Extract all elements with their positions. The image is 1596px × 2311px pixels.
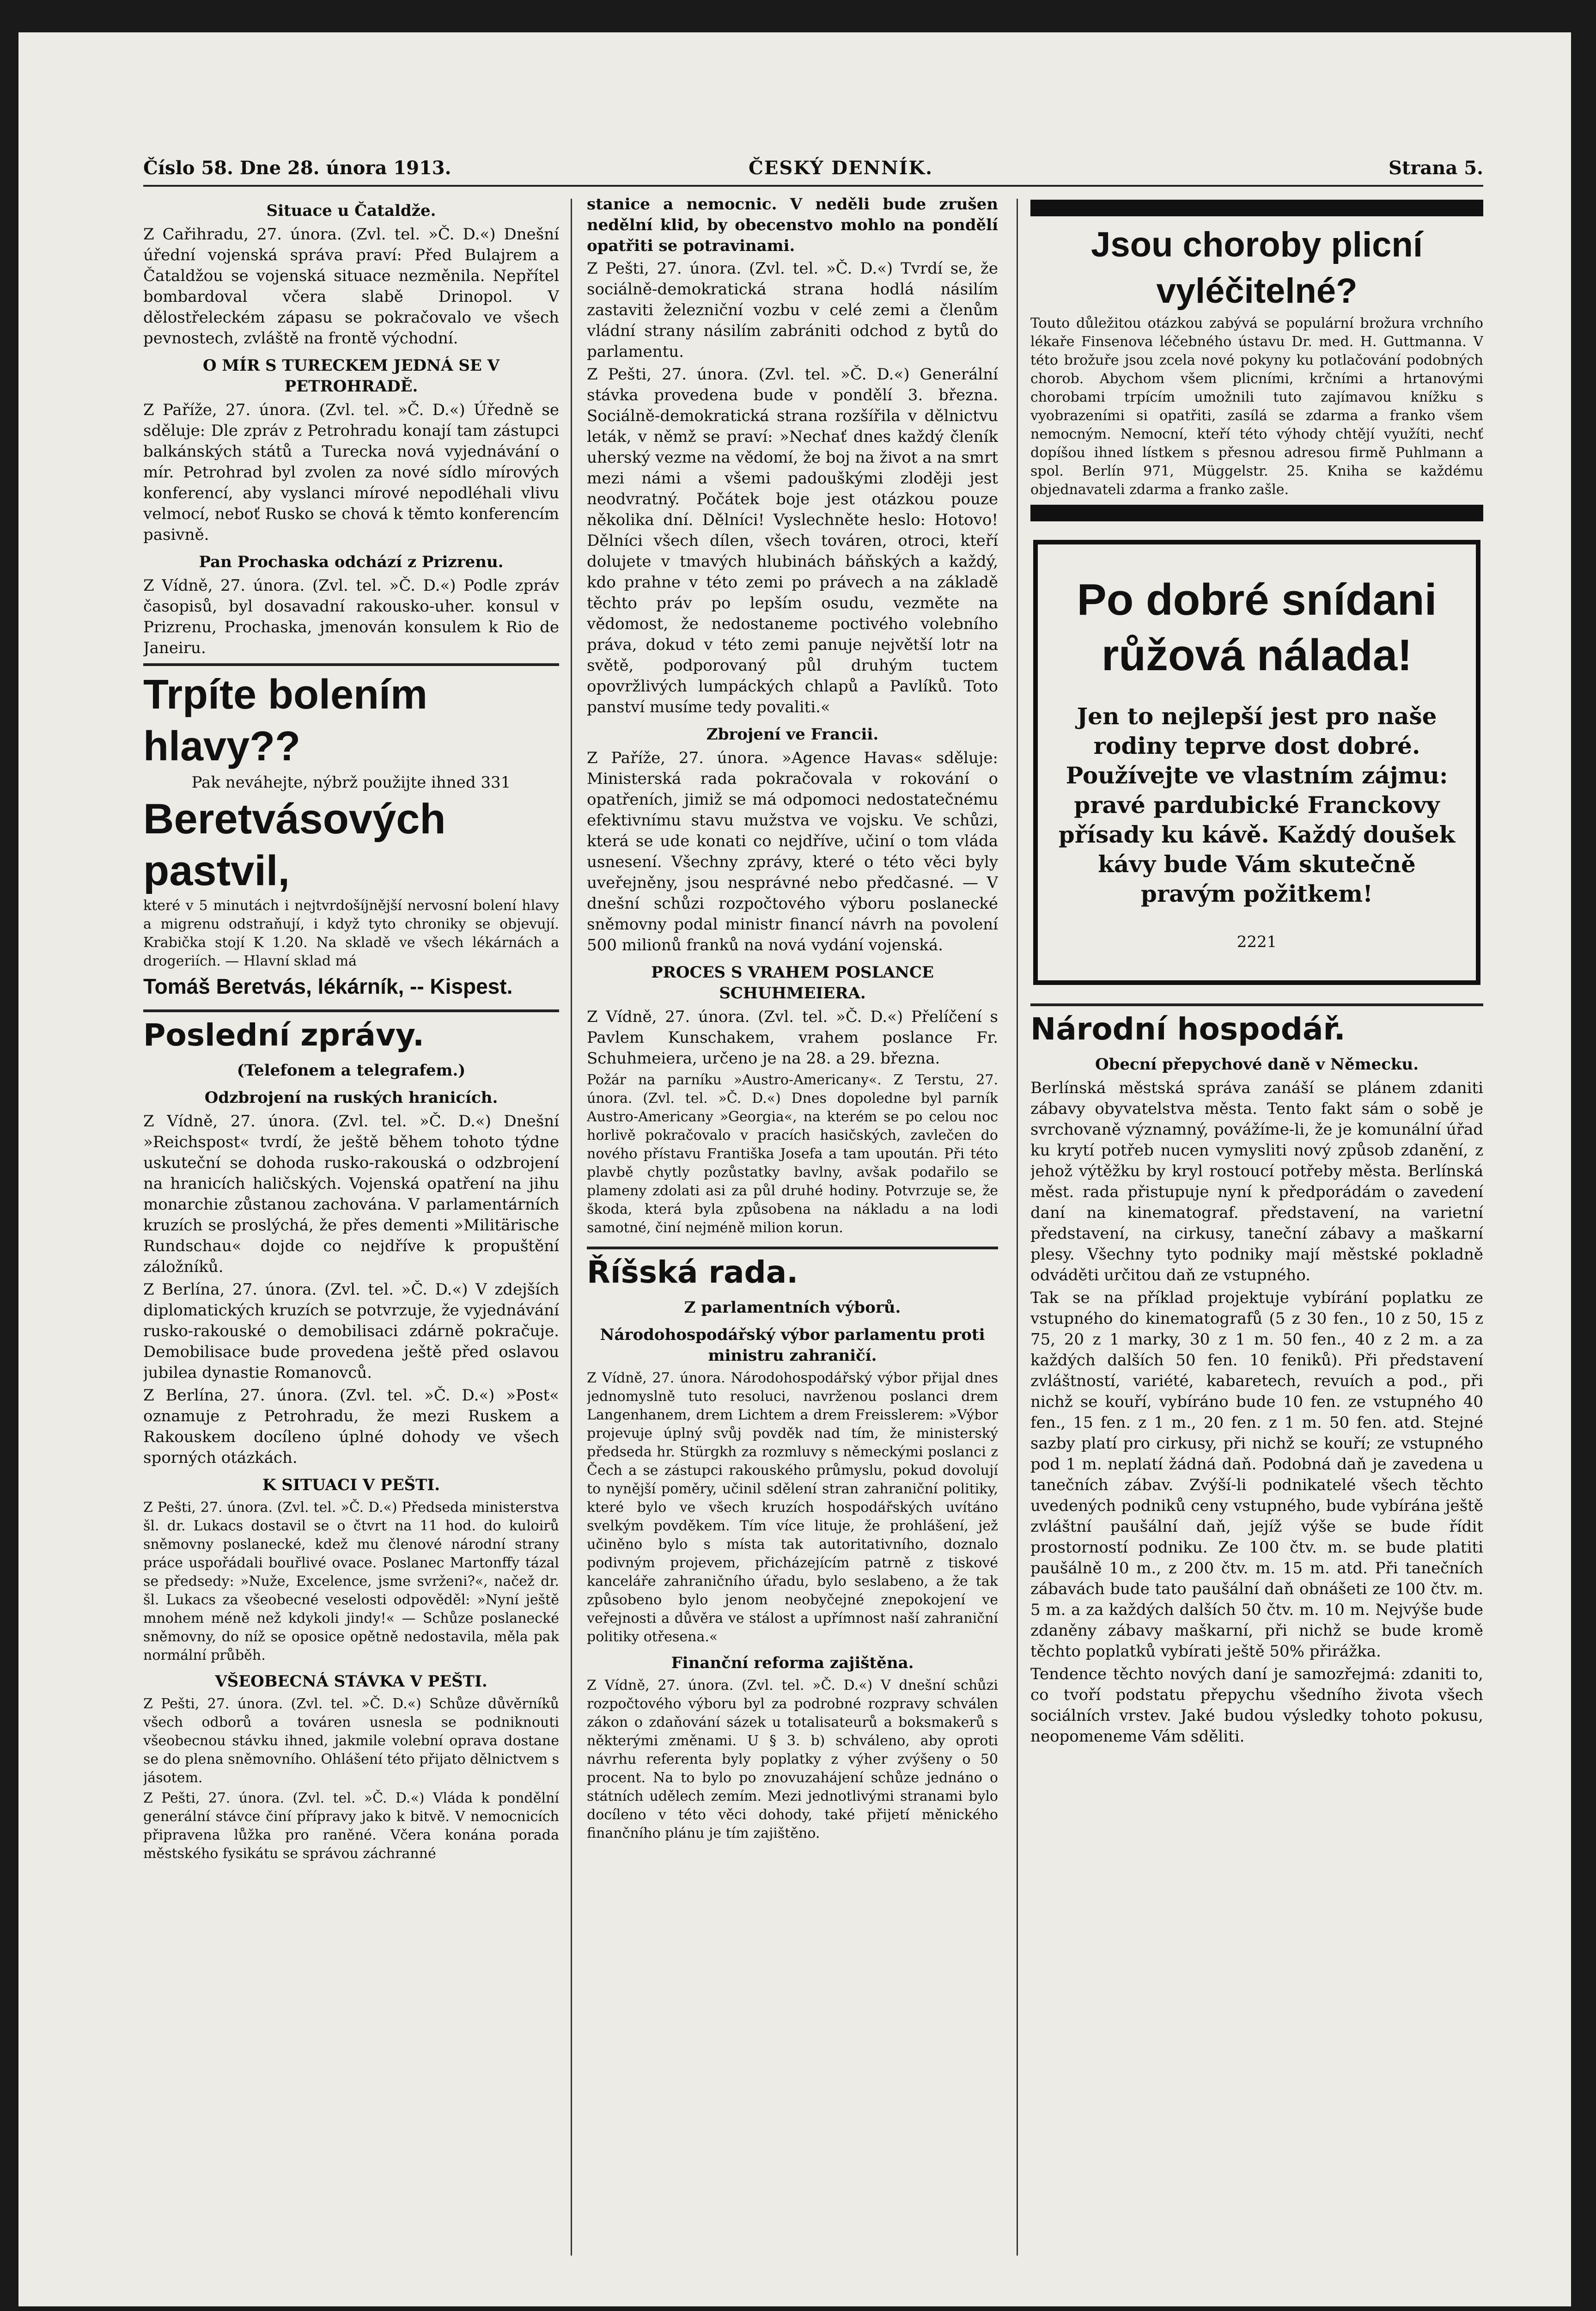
newspaper-page — [18, 32, 1571, 2306]
column-2 — [587, 194, 998, 2274]
ad-number: 2221 — [1237, 933, 1277, 951]
headline: Národohospodářský výbor parlamentu proti ministru zahraničí. — [600, 1326, 985, 1365]
article-text: stanice a nemocnic. V neděli bude zrušen nedělní klid, by obecenstvo mohlo na pondělí opatřiti se potravinami. — [587, 195, 998, 255]
headline: K SITUACI V PEŠTI. — [262, 1476, 440, 1494]
headline: Situace u Čataldže. — [266, 202, 436, 220]
masthead-title: ČESKÝ DENNÍK. — [749, 157, 933, 179]
article-text: Z Vídně, 27. února. (Zvl. tel. »Č. D.«) Dnešní »Reichspost« tvrdí, že ještě během tohoto týdne uskuteční se dohoda rusko-rakouská o odzbrojení na hranicích haličských. Vojenská opatření na jihu monarchie zůstanou zachována. V parlamentárních kruzích se proslýchá, že přes dementi »Militärische Rundschau« dojde co nejdříve k propuštění záložníků. — [143, 1112, 559, 1276]
article-text: Z Paříže, 27. února. (Zvl. tel. »Č. D.«) Úředně se sděluje: Dle zpráv z Petrohradu konají tam zástupci balkánských států a Turecka nová vyjednávání o mír. Petrohrad byl zvolen za nové sídlo mírových konferencí, aby vyslanci mírové nepodléhali vlivu velmocí, neboť Rusko se chová k těmto konferencím pasivně. — [143, 401, 559, 544]
column-divider — [1017, 199, 1018, 2256]
article-text: Tak se na příklad projektuje vybírání poplatku ze vstupného do kinematografů (5 z 30 fen., 10 z 50, 15 z 75, 20 z 1 marky, 30 z 1 m. 50 fen., 40 z 2 m. a za každých dalších 50 fen. 10 feniků). Při představení zvláštností, variété, kabaretech, revuích a pod., při nichž se kouří, vybíráno bude 10 fen. ze vstupného 40 fen., 15 fen. z 1 m., 20 fen. z 1 m. 50 fen. atd. Stejné sazby platí pro cirkusy, při nichž se kouří; ze vstupného pod 1 m. neplatí žádná daň. Podobná daň je zavedena u tanečních zábav. Zvýší-li podnikatelé všech těchto uvedených podniků ceny vstupného, bude vybírána ještě zvláštní paušální daň, jejíž výše se bude řídit prostorností podniku. Ze 100 čtv. m. se bude platiti paušálně 10 m., z 200 čtv. m. 15 m. atd. Při tanečních zábavách bude tato paušální daň obnášeti ze 100 čtv. m. 5 m. a za každých dalších 50 čtv. m. 10 m. Nejvýše bude zdaněny zábavy maškarní, při nichž se bude kromě těchto poplatků vybírati ještě 50% přirážka. — [1030, 1289, 1483, 1661]
headline: Zbrojení ve Francii. — [706, 725, 879, 744]
article-text: Z Pešti, 27. února. (Zvl. tel. »Č. D.«) Vláda k pondělní generální stávce činí přípravy jako k bitvě. V nemocnicích připravena lůžka pro raněné. Včera konána porada městského fysikátu se správou záchranné — [143, 1790, 559, 1862]
column-3 — [1030, 194, 1483, 2274]
article-text: Tendence těchto nových daní je samozřejmá: zdaniti to, co tvoří podstatu přepychu všedního života všech sociálních vrstev. Jaké budou výsledky tohoto pokusu, neopomeneme Vám sděliti. — [1030, 1665, 1483, 1746]
ad-bar — [1030, 200, 1483, 216]
section-title: Národní hospodář. — [1030, 1003, 1483, 1048]
article-text: Z Vídně, 27. února. (Zvl. tel. »Č. D.«) V dnešní schůzi rozpočtového výboru byl za podrobné rozpravy schválen zákon o zdaňování sázek u totalisateurů a boksmakerů s některými změnami. U § 3. b) schváleno, aby oproti návrhu referenta byly poplatky z výher zvýšeny o 50 procent. Na to bylo po znovuzahájení schůze jednáno o státních udělech zemím. Mezi jednotlivými stranami bylo docíleno v této věci dohody, také přijetí měnického finančního plánu je tím zajištěno. — [587, 1677, 998, 1841]
coffee-ad-box — [1033, 540, 1480, 985]
ad-line: Pak neváhejte, nýbrž použijte ihned 331 — [191, 773, 511, 792]
ad-headline: Jsou choroby plicní vyléčitelné? — [1091, 225, 1423, 311]
article-text: Z Pešti, 27. února. (Zvl. tel. »Č. D.«) Předseda ministerstva šl. dr. Lukacs dostavil se o čtvrt na 11 hod. do kuloirů sněmovny poslanecké, kdež mu členové národní strany práce uspořádali bouřlivé ovace. Poslanec Martonffy tázal se předsedy: »Nuže, Excelence, jsme svrženi?«, načež dr. šl. Lukacs za všeobecné veselosti odpověděl: »Nyní ještě mnohem méně než kdykoli jindy!« — Schůze poslanecké sněmovny, do níž se oposice opětně nedostavila, měla pak normální průběh. — [143, 1499, 559, 1663]
headline: PROCES S VRAHEM POSLANCE SCHUHMEIERA. — [651, 963, 934, 1003]
page-number: Strana 5. — [1388, 157, 1483, 179]
column-divider — [571, 199, 572, 2256]
ad-signature: Tomáš Beretvás, lékárník, -- Kispest. — [143, 974, 513, 998]
divider — [143, 663, 559, 666]
article-text: Z Berlína, 27. února. (Zvl. tel. »Č. D.«) V zdejších diplomatických kruzích se potvrzuje, že vyjednávání rusko-rakouské o demobilisaci zdárně pokračuje. Demobilisace bude provedena ještě před oslavou jubilea dynastie Romanovců. — [143, 1280, 559, 1382]
headline: Obecní přepychové daně v Německu. — [1095, 1055, 1419, 1074]
ad-text: Touto důležitou otázkou zabývá se populární brožura vrchního lékaře Finsenova léčebného ústavu Dr. med. H. Guttmanna. V této brožuře jsou zcela nové pokyny ku potlačování podobných chorob. Abychom všem plicními, krčními a hrtanovými chorobami trpícím umožnili tuto zajímavou knížku s vyobrazeními si opatřiti, zasílá se zdarma a franko všem nemocným. Nemocní, kteří této výhody chtějí využíti, nechť dopíšou ihned lístkem s přesnou adresou firmě Puhlmann a spol. Berlín 971, Müggelstr. 25. Kniha se každému objednavateli zdarma a franko zašle. — [1030, 315, 1483, 498]
section-title: Říšská rada. — [587, 1247, 998, 1291]
subtitle: (Telefonem a telegrafem.) — [237, 1061, 466, 1080]
article-text: Požár na parníku »Austro-Americany«. Z Terstu, 27. února. (Zvl. tel. »Č. D.«) Dnes dopoledne byl parník Austro-Americany »Georgia«, na kterém se po celou noc horlivě pokračovalo v pracích hasičských, zavlečen do nového přístavu Františka Josefa a tam upoután. Při této plavbě chytly pozůstatky bavlny, avšak podařilo se plameny zdolati asi za půl druhé hodiny. Potvrzuje se, že škoda, která byla způsobena na nákladu a na lodi samotné, činí nejméně milion korun. — [587, 1072, 998, 1236]
article-text: Berlínská městská správa zanáší se plánem zdaniti zábavy obyvatelstva města. Tento fakt sám o sobě je svrchovaně významný, povážíme-li, že je komunální úřad ku krytí potřeb nucen vymysliti nový způsob zdanění, z jehož výtěžku by kryl rostoucí potřeby města. Berlínská měst. rada přistupuje nyní k předporádám o zavedení daní na kinematograf. představení, na varietní představení, na cirkusy, taneční zábavy a maškarní plesy. Všechny tyto podniky mají městské pokladně odváděti určitou daň ze vstupného. — [1030, 1079, 1483, 1284]
article-text: Z Pešti, 27. února. (Zvl. tel. »Č. D.«) Tvrdí se, že sociálně-demokratická strana hodlá násilím zastaviti železniční vozbu v celé zemi a členům vládní strany násilím zabrániti odchod z bytů do parlamentu. — [587, 259, 998, 361]
article-text: Z Pešti, 27. února. (Zvl. tel. »Č. D.«) Generální stávka provedena bude v pondělí 3. března. Sociálně-demokratická strana rozšířila v dělnictvu leták, v němž se praví: »Nechať dnes každý členík uherský vezme na vědomí, že boj na život a na smrt mezi námi a všemi padouškými zloději jest neodvratný. Počátek boje jest otázkou pouze několika dní. Dělníci! Vyslechněte heslo: Hotovo! Dělníci všech dílen, všech továren, otroci, kteří dolujete v tmavých hlubinách báňských a každý, kdo prahne v této zemi po právech a na základě těchto práv po lepším osudu, vezměte na vědomost, že nedostaneme poctivého volebního práva, dokud v této zemi panuje největší lotr na světě, podporovaný půl druhým tuctem opovržlivých lumpáckých chlapů a Pavlíků. Toto panství musíme tedy povaliti.« — [587, 365, 998, 716]
ad-text: které v 5 minutách i nejtvrdošíjnější nervosní bolení hlavy a migrenu odstraňují, i když tyto chroniky se objevují. Krabička stojí K 1.20. Na skladě ve všech lékárnách a drogeriích. — Hlavní sklad má — [143, 898, 559, 969]
issue-info: Číslo 58. Dne 28. února 1913. — [143, 157, 451, 179]
headline: Pan Prochaska odchází z Prizrenu. — [199, 553, 504, 571]
headline: VŠEOBECNÁ STÁVKA V PEŠTI. — [215, 1672, 487, 1691]
headline: Finanční reforma zajištěna. — [671, 1654, 914, 1672]
headline: Odzbrojení na ruských hranicích. — [204, 1088, 498, 1107]
article-text: Z Paříže, 27. února. »Agence Havas« sděluje: Ministerská rada pokračovala v rokování o opatřeních, jimiž se má odpomoci nedostatečnému efektivnímu stavu mužstva ve vojsku. Ve schůzi, která se ude konati co nejdříve, učiní o tom vláda usnesení. Všechny zprávy, které o této věci byly uveřejněny, jsou nesprávné nebo předčasné. — V dnešní schůzi rozpočtového výboru poslanecké sněmovny podal ministr financí návrh na povolení 500 milionů franků na nová vydání vojenská. — [587, 749, 998, 954]
section-title: Poslední zprávy. — [143, 1009, 559, 1054]
ad-bar — [1030, 505, 1483, 521]
article-text: Z Vídně, 27. února. (Zvl. tel. »Č. D.«) Podle zpráv časopisů, byl dosavadní rakousko-uher. konsul v Prizrenu, Prochaska, jmenován konsulem k Rio de Janeiru. — [143, 576, 559, 657]
headline: O MÍR S TURECKEM JEDNÁ SE V PETROHRADĚ. — [202, 356, 500, 396]
article-text: Z Vídně, 27. února. Národohospodářský výbor přijal dnes jednomyslně tuto resoluci, navrženou poslanci drem Langenhanem, drem Lichtem a drem Freisslerem: »Výbor projevuje úplný svůj povděk nad tím, že ministerský předseda hr. Stürgkh za rozmluvy s německými poslanci z Čech a se zástupci rakouského průmyslu, pokud dovolují to nynější poměry, učinil sdělení stran zahraniční politiky, které bylo ve všech kruzích hospodářských uvítáno svelkým povděkem. Tím více lituje, že prohlášení, jež učiněno bylo s místa tak autoritativního, doznalo podivným projevem, přicházejícím patrně z tiskové kanceláře zahraničního úřadu, bylo seslabeno, a že tak způsobeno bylo jenom neobyčejné znepokojení ve veřejnosti a důvěra ve stálost a upřímnost naší zahraniční politiky otřesena.« — [587, 1370, 998, 1645]
headline: Z parlamentních výborů. — [684, 1298, 901, 1317]
ad-text: Jen to nejlepší jest pro naše rodiny teprve dost dobré. Používejte ve vlastním zájmu: pravé pardubické Franckovy přísady ku kávě. Každý doušek kávy bude Vám skutečně pravým požitkem! — [1058, 703, 1456, 907]
ad-brand: Beretvásových pastvil, — [143, 795, 446, 894]
article-text: Z Cařihradu, 27. února. (Zvl. tel. »Č. D.«) Dnešní úřední vojenská správa praví: Před Bulajrem a Čataldžou se vojenská situace nezměnila. Nepřítel bombardoval včera slabě Drinopol. V dělostřeleckém zápasu se pokračovalo ve všech pevnostech, zvláště na frontě východní. — [143, 225, 559, 348]
column-1 — [143, 194, 559, 2274]
ad-headline: Po dobré snídani růžová nálada! — [1077, 575, 1437, 680]
page-header — [143, 157, 1483, 185]
header-rule — [143, 185, 1483, 187]
article-text: Z Berlína, 27. února. (Zvl. tel. »Č. D.«) »Post« oznamuje z Petrohradu, že mezi Ruskem a Rakouskem docíleno úplné dohody ve všech sporných otázkách. — [143, 1386, 559, 1467]
article-text: Z Pešti, 27. února. (Zvl. tel. »Č. D.«) Schůze důvěrníků všech odborů a továren usnesla se podniknouti všeobecnou stávku ihned, jakmile volební oprava dostane se do plena sněmovního. Ohlášení této přijato dělnictvem s jásotem. — [143, 1696, 559, 1786]
ad-headline: Trpíte bolením hlavy?? — [143, 672, 428, 770]
article-text: Z Vídně, 27. února. (Zvl. tel. »Č. D.«) Přelíčení s Pavlem Kunschakem, vrahem poslance Fr. Schuhmeiera, určeno je na 28. a 29. března. — [587, 1008, 998, 1068]
